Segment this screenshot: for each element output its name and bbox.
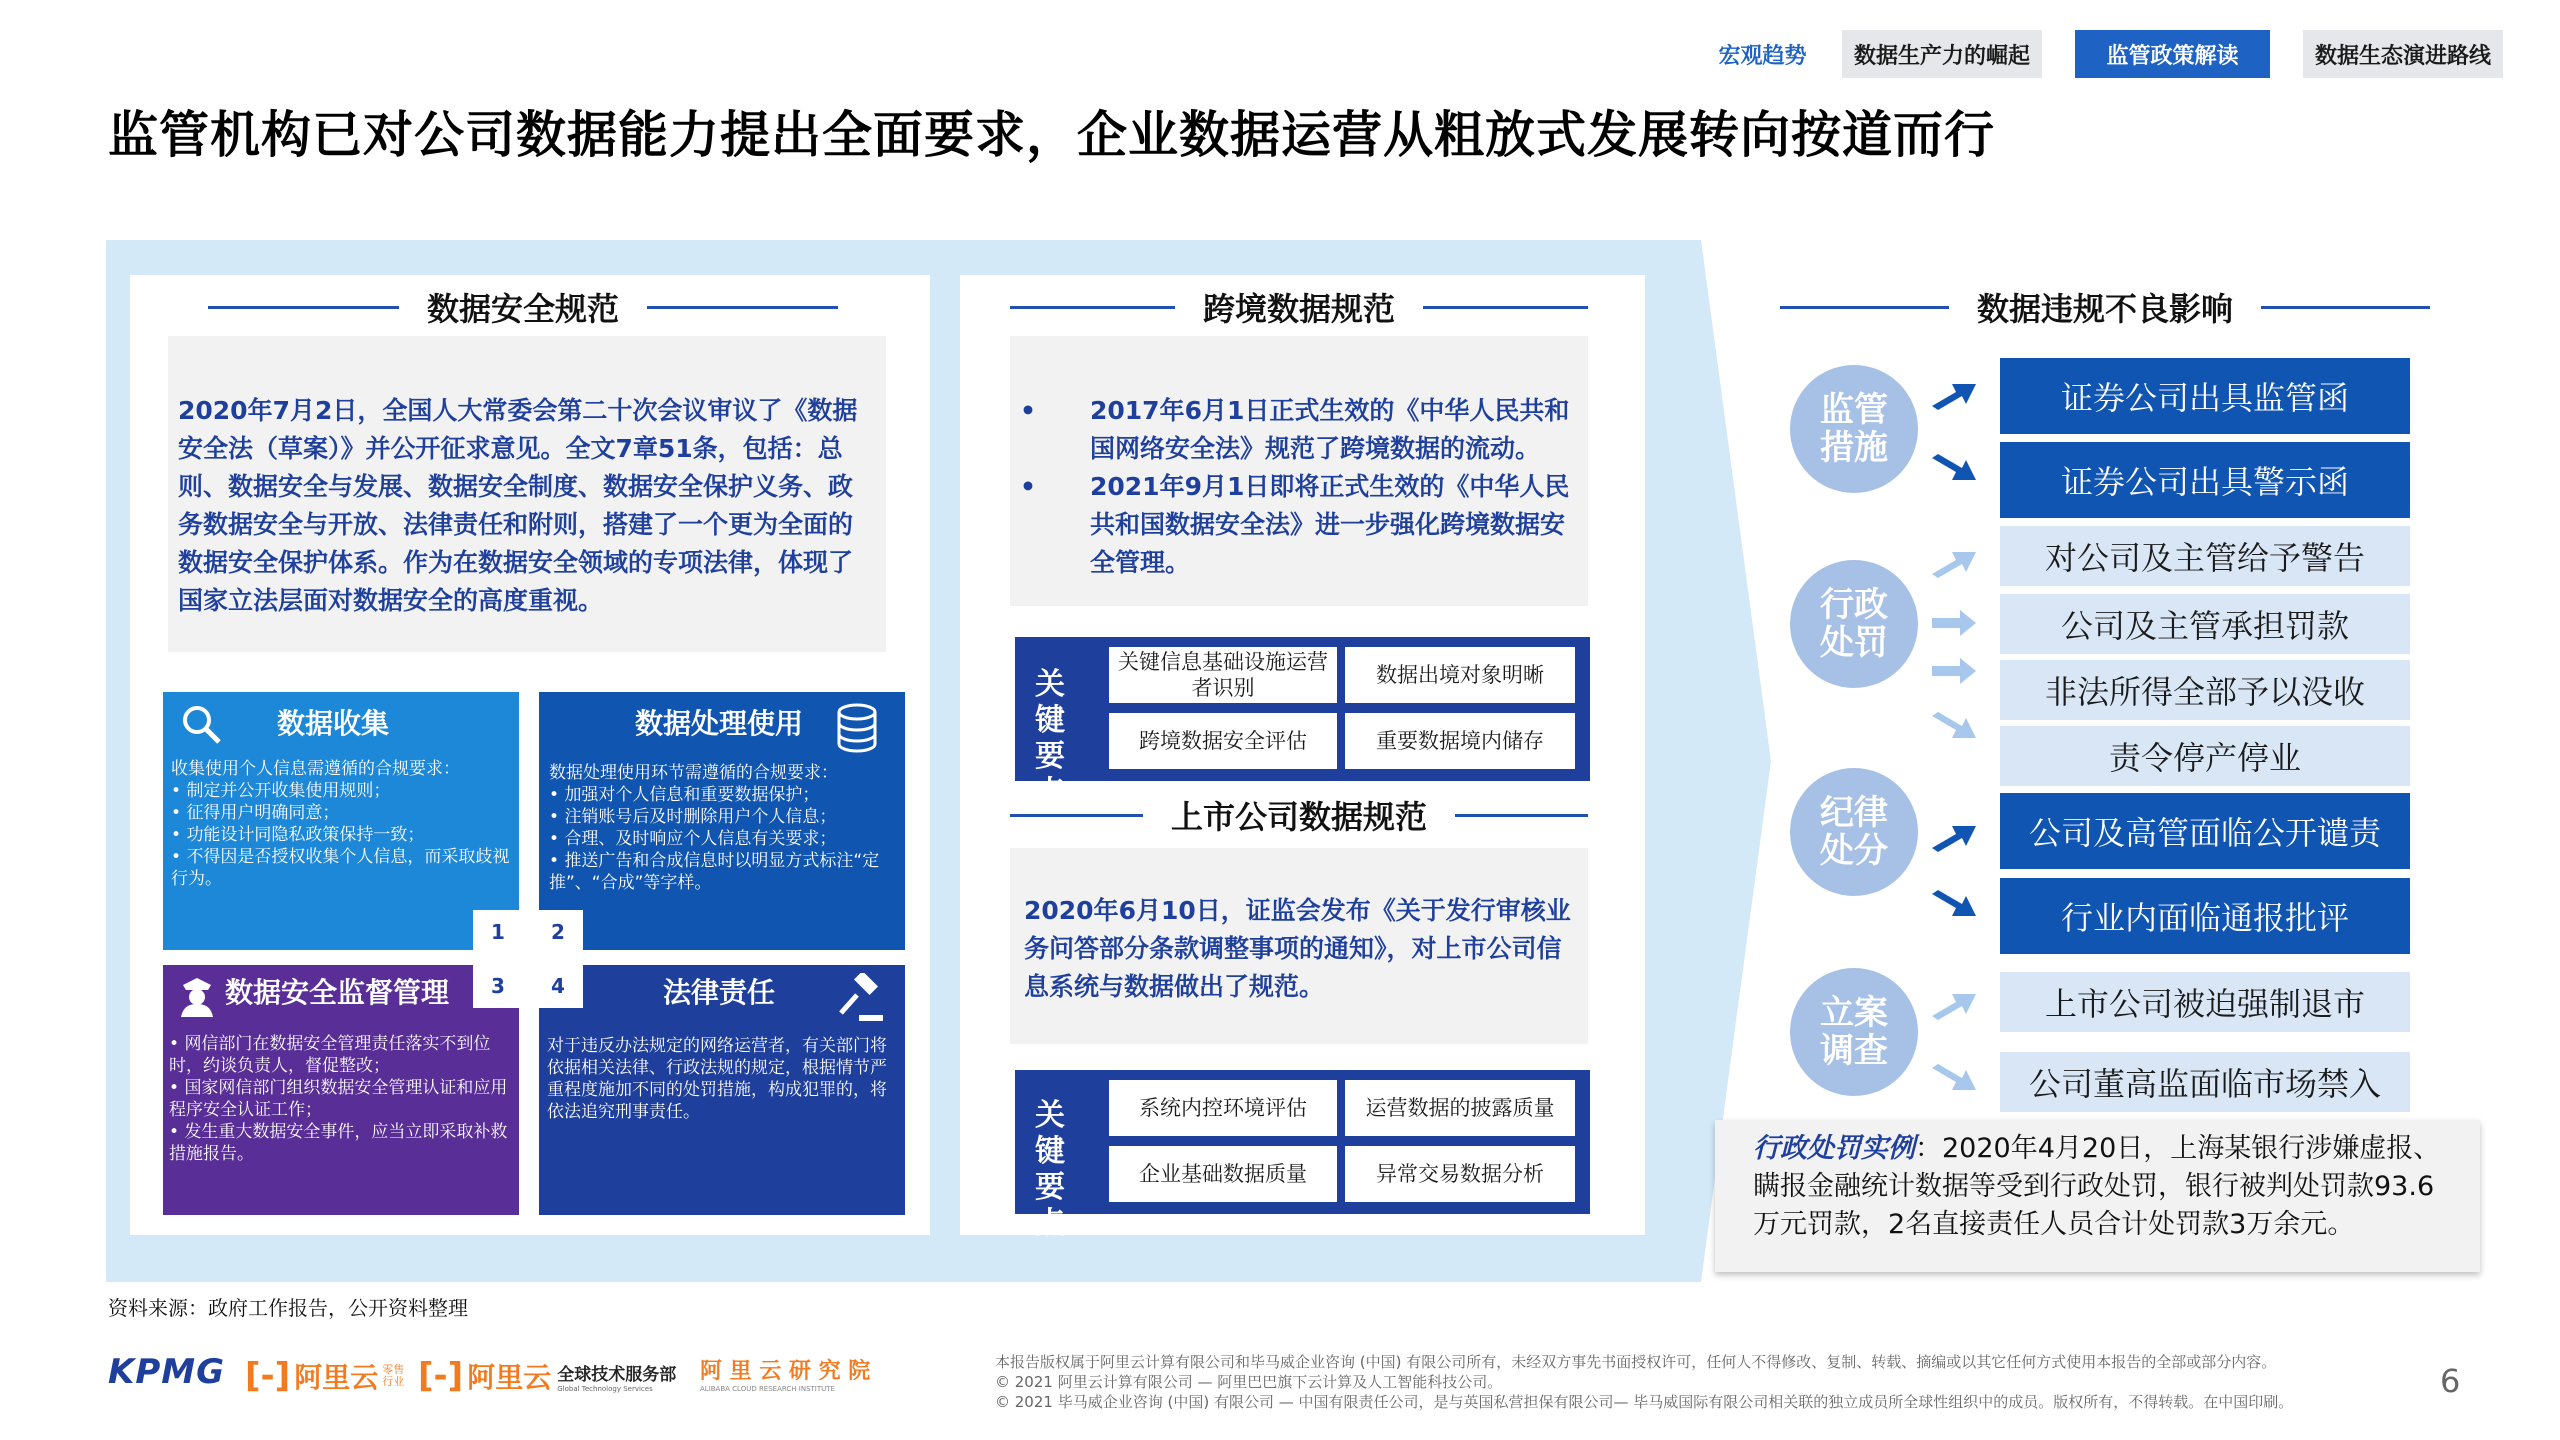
key-point: 企业基础数据质量 — [1109, 1146, 1337, 1202]
impact-item: 行业内面临通报批评 — [2000, 878, 2410, 954]
impact-item: 证券公司出具警示函 — [2000, 442, 2410, 518]
arrow-icon — [1932, 822, 1976, 852]
impact-group-label: 监管 措施 — [1790, 365, 1918, 493]
aliyun-gts-logo: [-] 阿里云 全球技术服务部 Global Technology Services — [418, 1356, 677, 1396]
case-text: ：2020年4月20日，上海某银行涉嫌虚报、瞒报金融统计数据等受到行政处罚，银行被判处罚款93.6万元罚款，2名直接责任人员合计处罚款3万余元。 — [1753, 1133, 2441, 1240]
quadrant-body: 收集使用个人信息需遵循的合规要求： • 制定并公开收集使用规则； • 征得用户明确同意； • 功能设计同隐私政策保持一致； • 不得因是否授权收集个人信息，而采取歧视行为。 — [171, 759, 510, 889]
quadrant-title: 法律责任 — [662, 976, 775, 1009]
listed-key-points — [1015, 1070, 1590, 1241]
data-security-intro: 2020年7月2日，全国人大常委会第二十次会议审议了《数据安全法（草案）》并公开征求意见。全文7章51条，包括：总则、数据安全与发展、数据安全制度、数据安全保护义务、政务数据安全与开放、法律责任和附则，搭建了一个更为全面的数据安全保护体系。作为在数据安全领域的专项法律，体现了国家立法层面对数据安全的高度重视。 — [168, 336, 886, 652]
penalty-case-box — [1715, 1120, 2480, 1272]
quadrant-supervision — [163, 965, 519, 1215]
key-point: 系统内控环境评估 — [1109, 1080, 1337, 1136]
quadrant-processing — [539, 692, 905, 950]
key-label: 关键 要点 — [1035, 1098, 1065, 1241]
key-point: 关键信息基础设施运营者识别 — [1109, 647, 1337, 703]
key-point: 跨境数据安全评估 — [1109, 713, 1337, 769]
quadrant-title: 数据收集 — [276, 707, 389, 740]
database-icon — [829, 700, 885, 756]
arrow-icon — [1932, 712, 1976, 742]
magnifier-icon — [179, 702, 223, 746]
nav-policy[interactable]: 监管政策解读 — [2075, 30, 2270, 78]
listed-heading: 上市公司数据规范 — [1010, 790, 1588, 840]
arrow-icon — [1932, 610, 1976, 636]
impact-item: 公司及主管承担罚款 — [2000, 594, 2410, 654]
cross-border-bullets: • 2017年6月1日正式生效的《中华人民共和国网络安全法》规范了跨境数据的流动。 • 2021年9月1日即将正式生效的《中华人民共和国数据安全法》进一步强化跨境数据安全管理。 — [1010, 336, 1588, 606]
impact-item: 对公司及主管给予警告 — [2000, 526, 2410, 586]
impact-item: 责令停产停业 — [2000, 726, 2410, 786]
arrow-icon — [1932, 890, 1976, 920]
nav-macro[interactable]: 宏观趋势 — [1718, 43, 1807, 69]
quadrant-body: 对于违反办法规定的网络运营者，有关部门将依据相关法律、行政法规的规定，根据情节严重程度施加不同的处罚措施，构成犯罪的，将依法追究刑事责任。 — [547, 1036, 887, 1122]
source-note: 资料来源：政府工作报告，公开资料整理 — [108, 1296, 468, 1320]
key-point: 运营数据的披露质量 — [1345, 1080, 1575, 1136]
quadrant-title: 数据处理使用 — [634, 707, 803, 740]
gavel-icon — [835, 973, 887, 1025]
cross-border-key-points — [1015, 637, 1590, 810]
page-title: 监管机构已对公司数据能力提出全面要求，企业数据运营从粗放式发展转向按道而行 — [108, 106, 1995, 164]
quadrant-collection — [163, 692, 519, 950]
officer-icon — [175, 973, 219, 1017]
key-point: 异常交易数据分析 — [1345, 1146, 1575, 1202]
impact-group-label: 行政 处罚 — [1790, 560, 1918, 688]
aliyun-retail-logo: [-] 阿里云 零售行业 — [245, 1356, 405, 1396]
arrow-icon — [1932, 380, 1976, 410]
nav-productivity[interactable]: 数据生产力的崛起 — [1842, 30, 2042, 78]
quadrant-body: 数据处理使用环节需遵循的合规要求： • 加强对个人信息和重要数据保护； • 注销账号后及时删除用户个人信息； • 合理、及时响应个人信息有关要求； • 推送广告和合成信息时以明显方式标注“定推”、“合成”等字样。 — [549, 763, 880, 893]
quadrant-title: 数据安全监督管理 — [225, 976, 450, 1009]
arrow-icon — [1932, 990, 1976, 1020]
nav-roadmap[interactable]: 数据生态演进路线 — [2303, 30, 2503, 78]
case-label: 行政处罚实例 — [1753, 1133, 1915, 1164]
impact-item: 公司董高监面临市场禁入 — [2000, 1052, 2410, 1112]
quadrant-liability — [539, 965, 905, 1215]
arrow-icon — [1932, 1064, 1976, 1094]
impact-item: 公司及高管面临公开谴责 — [2000, 793, 2410, 869]
impact-heading: 数据违规不良影响 — [1780, 282, 2430, 332]
impact-item: 非法所得全部予以没收 — [2000, 660, 2410, 720]
key-point: 重要数据境内储存 — [1345, 713, 1575, 769]
impact-item: 证券公司出具监管函 — [2000, 358, 2410, 434]
quadrant-number: 1 — [473, 910, 523, 954]
data-security-heading: 数据安全规范 — [208, 282, 838, 332]
key-label: 关键 要点 — [1035, 667, 1065, 810]
page-number: 6 — [2440, 1362, 2461, 1400]
arrow-icon — [1932, 658, 1976, 684]
listed-intro: 2020年6月10日，证监会发布《关于发行审核业务问答部分条款调整事项的通知》，对上市公司信息系统与数据做出了规范。 — [1010, 848, 1588, 1044]
copyright-footer: 本报告版权属于阿里云计算有限公司和毕马威企业咨询 (中国) 有限公司所有，未经双方事先书面授权许可，任何人不得修改、复制、转载、摘编或以其它任何方式使用本报告的全部或部分内容。 © 2021 阿里云计算有限公司 — 阿里巴巴旗下云计算及人工智能科技公司。 © 2021 毕马威企业咨询 (中国) 有限公司 — 中国有限责任公司，是与英国私营担保有限公司— 毕马威国际有限公司相关联的独立成员所全球性组织中的成员。版权所有，不得转载。在中国印刷。 — [995, 1353, 2294, 1411]
quadrant-body: • 网信部门在数据安全管理责任落实不到位时，约谈负责人，督促整改； • 国家网信部门组织数据安全管理认证和应用程序安全认证工作； • 发生重大数据安全事件，应当立即采取补救措施报告。 — [169, 1034, 508, 1164]
key-point: 数据出境对象明晰 — [1345, 647, 1575, 703]
impact-group-label: 纪律 处分 — [1790, 768, 1918, 896]
quadrant-number: 4 — [533, 964, 583, 1008]
arrow-icon — [1932, 548, 1976, 578]
impact-group-label: 立案 调查 — [1790, 968, 1918, 1096]
aliyun-research-logo: 阿 里 云 研 究 院 ALIBABA CLOUD RESEARCH INSTITUTE — [700, 1359, 871, 1393]
cross-border-heading: 跨境数据规范 — [1010, 282, 1588, 332]
quadrant-number: 2 — [533, 910, 583, 954]
quadrant-number: 3 — [473, 964, 523, 1008]
kpmg-logo: KPMG — [108, 1352, 226, 1392]
impact-item: 上市公司被迫强制退市 — [2000, 972, 2410, 1032]
arrow-icon — [1932, 454, 1976, 484]
